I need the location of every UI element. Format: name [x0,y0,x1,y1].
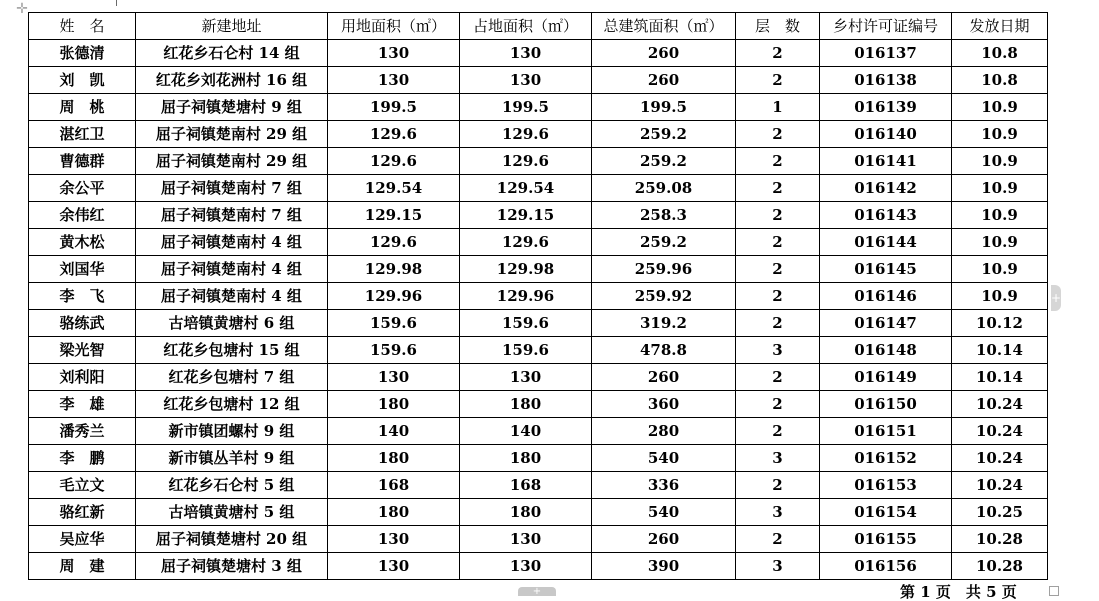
cell-footprint-area[interactable]: 130 [460,553,592,580]
cell-floors[interactable]: 3 [736,445,820,472]
cell-issue-date[interactable]: 10.9 [952,175,1048,202]
cell-floors[interactable]: 2 [736,175,820,202]
cell-permit-number[interactable]: 016154 [820,499,952,526]
cell-permit-number[interactable]: 016151 [820,418,952,445]
table-row [29,391,1048,418]
cell-address[interactable]: 红花乡包塘村 15 组 [136,337,328,364]
cell-footprint-area[interactable]: 129.6 [460,148,592,175]
cell-floors[interactable]: 2 [736,148,820,175]
cell-total-floor-area[interactable]: 260 [592,526,736,553]
cell-floors[interactable]: 2 [736,229,820,256]
cell-land-area[interactable]: 129.6 [328,121,460,148]
cell-floors[interactable]: 2 [736,310,820,337]
cell-permit-number[interactable]: 016145 [820,256,952,283]
cell-permit-number[interactable]: 016146 [820,283,952,310]
cell-floors[interactable]: 2 [736,283,820,310]
cell-land-area[interactable]: 129.6 [328,229,460,256]
cell-name[interactable]: 刘国华 [29,256,136,283]
cell-land-area[interactable]: 140 [328,418,460,445]
cell-total-floor-area[interactable]: 360 [592,391,736,418]
cell-total-floor-area[interactable]: 260 [592,364,736,391]
cell-land-area[interactable]: 168 [328,472,460,499]
table-row [29,67,1048,94]
cell-issue-date[interactable]: 10.14 [952,364,1048,391]
cell-permit-number[interactable]: 016155 [820,526,952,553]
cell-issue-date[interactable]: 10.24 [952,391,1048,418]
cell-footprint-area[interactable]: 129.15 [460,202,592,229]
cell-floors[interactable]: 2 [736,364,820,391]
cell-address[interactable]: 屈子祠镇楚南村 4 组 [136,256,328,283]
table-row [29,553,1048,580]
table-row [29,418,1048,445]
header-cell-floors[interactable]: 层 数 [736,13,820,40]
cell-address[interactable]: 屈子祠镇楚南村 7 组 [136,202,328,229]
cell-address[interactable]: 屈子祠镇楚南村 29 组 [136,121,328,148]
cell-name[interactable]: 余伟红 [29,202,136,229]
cell-permit-number[interactable]: 016150 [820,391,952,418]
cell-address[interactable]: 红花乡石仑村 5 组 [136,472,328,499]
cell-floors[interactable]: 2 [736,526,820,553]
table-move-icon[interactable]: ✛ [16,1,28,17]
cell-floors[interactable]: 2 [736,391,820,418]
cell-land-area[interactable]: 180 [328,391,460,418]
cell-issue-date[interactable]: 10.25 [952,499,1048,526]
table-row [29,283,1048,310]
cell-land-area[interactable]: 129.54 [328,175,460,202]
table-row [29,256,1048,283]
cell-issue-date[interactable]: 10.9 [952,148,1048,175]
cell-address[interactable]: 屈子祠镇楚塘村 3 组 [136,553,328,580]
cell-address[interactable]: 红花乡包塘村 7 组 [136,364,328,391]
cell-name[interactable]: 骆练武 [29,310,136,337]
cell-total-floor-area[interactable]: 259.96 [592,256,736,283]
cell-name[interactable]: 曹德群 [29,148,136,175]
header-cursor-mark [116,0,117,6]
cell-issue-date[interactable]: 10.24 [952,418,1048,445]
cell-name[interactable]: 李 鹏 [29,445,136,472]
cell-permit-number[interactable]: 016153 [820,472,952,499]
cell-address[interactable]: 红花乡包塘村 12 组 [136,391,328,418]
cell-total-floor-area[interactable]: 540 [592,445,736,472]
header-cell-land-area[interactable]: 用地面积（㎡） [328,13,460,40]
cell-footprint-area[interactable]: 168 [460,472,592,499]
cell-footprint-area[interactable]: 129.96 [460,283,592,310]
cell-issue-date[interactable]: 10.9 [952,94,1048,121]
cell-floors[interactable]: 2 [736,202,820,229]
cell-footprint-area[interactable]: 129.6 [460,229,592,256]
header-cell-address[interactable]: 新建地址 [136,13,328,40]
cell-address[interactable]: 屈子祠镇楚南村 4 组 [136,229,328,256]
cell-name[interactable]: 刘利阳 [29,364,136,391]
table-row [29,175,1048,202]
cell-permit-number[interactable]: 016144 [820,229,952,256]
cell-permit-number[interactable]: 016138 [820,67,952,94]
cell-footprint-area[interactable]: 129.98 [460,256,592,283]
cell-address[interactable]: 红花乡石仑村 14 组 [136,40,328,67]
cell-footprint-area[interactable]: 130 [460,364,592,391]
cell-footprint-area[interactable]: 159.6 [460,337,592,364]
table-row [29,526,1048,553]
cell-name[interactable]: 黄木松 [29,229,136,256]
cell-footprint-area[interactable]: 199.5 [460,94,592,121]
cell-land-area[interactable]: 130 [328,364,460,391]
cell-address[interactable]: 古培镇黄塘村 6 组 [136,310,328,337]
cell-total-floor-area[interactable]: 260 [592,67,736,94]
cell-name[interactable]: 吴应华 [29,526,136,553]
cell-land-area[interactable]: 129.15 [328,202,460,229]
cell-issue-date[interactable]: 10.28 [952,526,1048,553]
cell-footprint-area[interactable]: 130 [460,67,592,94]
cell-footprint-area[interactable]: 180 [460,445,592,472]
cell-address[interactable]: 屈子祠镇楚塘村 20 组 [136,526,328,553]
cell-address[interactable]: 屈子祠镇楚南村 29 组 [136,148,328,175]
cell-total-floor-area[interactable]: 390 [592,553,736,580]
cell-name[interactable]: 湛红卫 [29,121,136,148]
header-cell-permit-number[interactable]: 乡村许可证编号 [820,13,952,40]
cell-floors[interactable]: 3 [736,553,820,580]
table-row [29,337,1048,364]
cell-land-area[interactable]: 130 [328,40,460,67]
cell-land-area[interactable]: 199.5 [328,94,460,121]
cell-issue-date[interactable]: 10.14 [952,337,1048,364]
cell-issue-date[interactable]: 10.9 [952,202,1048,229]
header-cell-footprint-area[interactable]: 占地面积（㎡） [460,13,592,40]
cell-issue-date[interactable]: 10.12 [952,310,1048,337]
table-row [29,445,1048,472]
page-number-footer: 第 1 页 共 5 页 [900,583,1017,601]
cell-permit-number[interactable]: 016141 [820,148,952,175]
table-row [29,364,1048,391]
cell-total-floor-area[interactable]: 478.8 [592,337,736,364]
cell-land-area[interactable]: 180 [328,445,460,472]
cell-total-floor-area[interactable]: 319.2 [592,310,736,337]
cell-address[interactable]: 新市镇丛羊村 9 组 [136,445,328,472]
table-resize-icon[interactable] [1049,586,1059,596]
cell-permit-number[interactable]: 016149 [820,364,952,391]
cell-name[interactable]: 余公平 [29,175,136,202]
cell-name[interactable]: 张德清 [29,40,136,67]
cell-permit-number[interactable]: 016137 [820,40,952,67]
table-row [29,40,1048,67]
cell-permit-number[interactable]: 016156 [820,553,952,580]
cell-land-area[interactable]: 130 [328,67,460,94]
cell-footprint-area[interactable]: 130 [460,40,592,67]
cell-address[interactable]: 新市镇团螺村 9 组 [136,418,328,445]
cell-land-area[interactable]: 159.6 [328,310,460,337]
cell-name[interactable]: 刘 凯 [29,67,136,94]
cell-floors[interactable]: 2 [736,256,820,283]
table-row [29,499,1048,526]
cell-name[interactable]: 潘秀兰 [29,418,136,445]
table-row [29,472,1048,499]
cell-land-area[interactable]: 129.6 [328,148,460,175]
cell-floors[interactable]: 2 [736,418,820,445]
table-row [29,148,1048,175]
cell-land-area[interactable]: 129.96 [328,283,460,310]
header-cell-total-floor-area[interactable]: 总建筑面积（㎡） [592,13,736,40]
cell-floors[interactable]: 3 [736,499,820,526]
cell-footprint-area[interactable]: 129.54 [460,175,592,202]
table-header-row [29,13,1048,40]
table-row [29,202,1048,229]
cell-footprint-area[interactable]: 159.6 [460,310,592,337]
cell-floors[interactable]: 2 [736,121,820,148]
cell-issue-date[interactable]: 10.9 [952,121,1048,148]
insert-row-icon[interactable]: + [518,587,556,596]
cell-floors[interactable]: 2 [736,40,820,67]
cell-permit-number[interactable]: 016152 [820,445,952,472]
cell-permit-number[interactable]: 016139 [820,94,952,121]
cell-name[interactable]: 周 建 [29,553,136,580]
cell-land-area[interactable]: 159.6 [328,337,460,364]
cell-footprint-area[interactable]: 180 [460,391,592,418]
cell-issue-date[interactable]: 10.24 [952,445,1048,472]
header-cell-issue-date[interactable]: 发放日期 [952,13,1048,40]
cell-total-floor-area[interactable]: 259.2 [592,229,736,256]
cell-land-area[interactable]: 130 [328,526,460,553]
cell-total-floor-area[interactable]: 259.08 [592,175,736,202]
cell-total-floor-area[interactable]: 260 [592,40,736,67]
cell-footprint-area[interactable]: 180 [460,499,592,526]
cell-total-floor-area[interactable]: 259.92 [592,283,736,310]
cell-issue-date[interactable]: 10.9 [952,229,1048,256]
cell-floors[interactable]: 1 [736,94,820,121]
cell-issue-date[interactable]: 10.8 [952,40,1048,67]
cell-total-floor-area[interactable]: 199.5 [592,94,736,121]
cell-name[interactable]: 李 飞 [29,283,136,310]
cell-issue-date[interactable]: 10.8 [952,67,1048,94]
cell-land-area[interactable]: 130 [328,553,460,580]
cell-issue-date[interactable]: 10.9 [952,283,1048,310]
cell-permit-number[interactable]: 016147 [820,310,952,337]
cell-address[interactable]: 红花乡刘花洲村 16 组 [136,67,328,94]
cell-name[interactable]: 梁光智 [29,337,136,364]
cell-permit-number[interactable]: 016142 [820,175,952,202]
cell-address[interactable]: 古培镇黄塘村 5 组 [136,499,328,526]
cell-total-floor-area[interactable]: 280 [592,418,736,445]
cell-name[interactable]: 骆红新 [29,499,136,526]
cell-permit-number[interactable]: 016143 [820,202,952,229]
cell-footprint-area[interactable]: 129.6 [460,121,592,148]
cell-land-area[interactable]: 129.98 [328,256,460,283]
cell-name[interactable]: 周 桃 [29,94,136,121]
cell-total-floor-area[interactable]: 336 [592,472,736,499]
cell-footprint-area[interactable]: 140 [460,418,592,445]
cell-address[interactable]: 屈子祠镇楚南村 7 组 [136,175,328,202]
cell-total-floor-area[interactable]: 258.3 [592,202,736,229]
cell-land-area[interactable]: 180 [328,499,460,526]
cell-permit-number[interactable]: 016148 [820,337,952,364]
permit-table [28,12,1048,580]
table-row [29,121,1048,148]
table-row [29,229,1048,256]
cell-footprint-area[interactable]: 130 [460,526,592,553]
cell-total-floor-area[interactable]: 540 [592,499,736,526]
table-row [29,94,1048,121]
cell-floors[interactable]: 2 [736,472,820,499]
cell-total-floor-area[interactable]: 259.2 [592,148,736,175]
cell-floors[interactable]: 3 [736,337,820,364]
cell-issue-date[interactable]: 10.28 [952,553,1048,580]
cell-issue-date[interactable]: 10.9 [952,256,1048,283]
cell-name[interactable]: 毛立文 [29,472,136,499]
cell-permit-number[interactable]: 016140 [820,121,952,148]
table-row [29,310,1048,337]
cell-issue-date[interactable]: 10.24 [952,472,1048,499]
cell-name[interactable]: 李 雄 [29,391,136,418]
insert-column-icon[interactable]: + [1051,285,1061,311]
cell-address[interactable]: 屈子祠镇楚塘村 9 组 [136,94,328,121]
cell-total-floor-area[interactable]: 259.2 [592,121,736,148]
cell-floors[interactable]: 2 [736,67,820,94]
header-cell-name[interactable]: 姓 名 [29,13,136,40]
cell-address[interactable]: 屈子祠镇楚南村 4 组 [136,283,328,310]
